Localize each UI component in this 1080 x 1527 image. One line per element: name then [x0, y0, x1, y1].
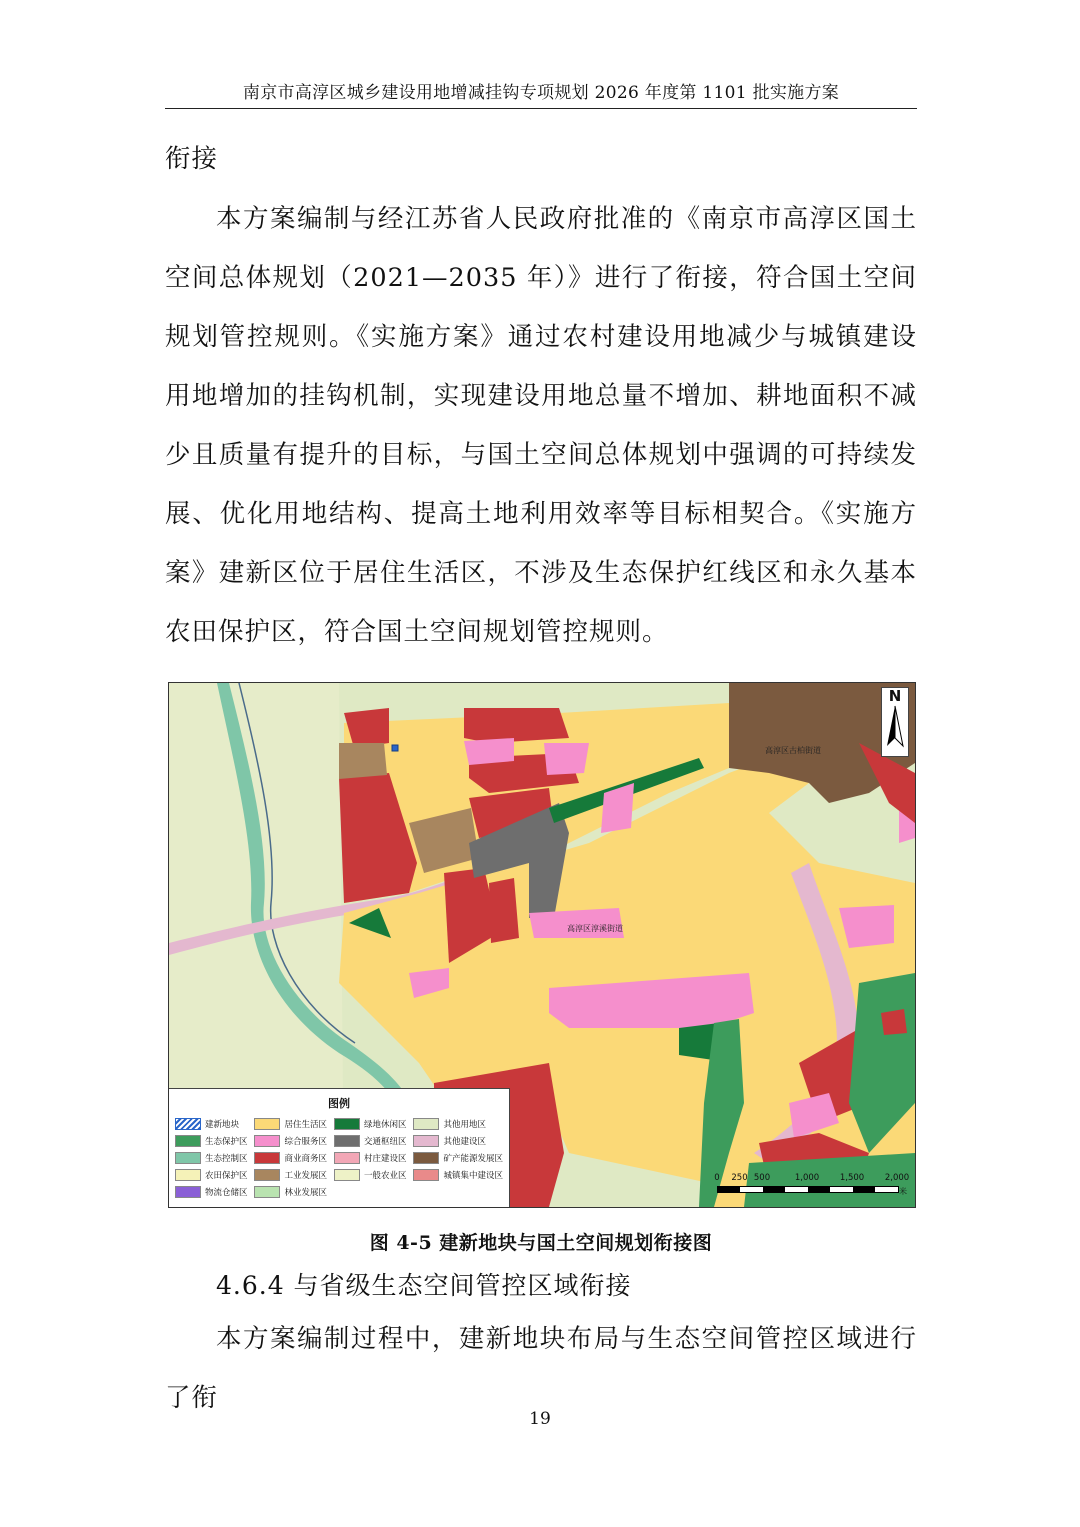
- paragraph-planning-alignment: 本方案编制与经江苏省人民政府批准的《南京市高淳区国土空间总体规划（2021—2035 年）》进行了衔接，符合国土空间规划管控规则。《实施方案》通过农村建设用地减少与城镇建设用地增加的挂钩机制，实现建设用地总量不增加、耕地面积不减少且质量有提升的目标，与国土空间总体规划中强调的可持续发展、优化用地结构、提高土地利用效率等目标相契合。《实施方案》建新区位于居住生活区，不涉及生态保护红线区和永久基本农田保护区，符合国土空间规划管控规则。: [165, 204, 917, 647]
- legend-swatch: [175, 1186, 201, 1198]
- legend-swatch: [254, 1186, 280, 1198]
- legend-item: [254, 1166, 330, 1183]
- legend-swatch: [334, 1169, 360, 1181]
- legend-item: [175, 1115, 250, 1132]
- legend-swatch: [254, 1169, 280, 1181]
- figure-caption: 图 4-5 建新地块与国土空间规划衔接图: [369, 1232, 713, 1254]
- legend-item: [413, 1115, 503, 1132]
- street-label-chunxi: 高淳区淳溪街道: [567, 924, 623, 933]
- legend-label: 绿地休闲区: [363, 1119, 407, 1130]
- section-heading: 4.6.4 与省级生态空间管控区域衔接: [216, 1271, 632, 1300]
- legend-item: [175, 1183, 250, 1200]
- legend-label: 其他用地区: [443, 1119, 486, 1130]
- legend-item: [175, 1149, 250, 1166]
- legend-label: 居住生活区: [284, 1119, 327, 1130]
- legend-label: 生态控制区: [205, 1153, 248, 1164]
- legend-swatch: [334, 1118, 360, 1130]
- legend-swatch: [413, 1135, 439, 1147]
- north-label: N: [888, 687, 902, 705]
- scale-tick-label: 500: [753, 1173, 771, 1183]
- legend-item: [334, 1132, 409, 1149]
- header-rule: [165, 108, 917, 109]
- legend-swatch: [254, 1135, 280, 1147]
- scale-tick-label: 0: [714, 1173, 720, 1183]
- legend-label: 交通枢纽区: [363, 1136, 407, 1147]
- page-number: 19: [529, 1409, 551, 1429]
- legend-swatch: [413, 1152, 439, 1164]
- legend-swatch: [175, 1152, 201, 1164]
- paragraph-ecological-alignment: 本方案编制过程中，建新地块布局与生态空间管控区域进行了衔: [165, 1324, 917, 1413]
- legend-item: [254, 1115, 330, 1132]
- legend-item: [413, 1149, 503, 1166]
- legend-swatch: [175, 1118, 201, 1130]
- legend-label: 矿产能源发展区: [443, 1153, 503, 1164]
- scale-tick-label: 1,500: [839, 1173, 865, 1183]
- legend-label: 城镇集中建设区: [443, 1170, 503, 1181]
- legend-item: [254, 1149, 330, 1166]
- legend-item: [334, 1166, 409, 1183]
- legend-label: 其他建设区: [443, 1136, 486, 1147]
- legend-swatch: [254, 1118, 280, 1130]
- legend-swatch: [413, 1169, 439, 1181]
- legend-swatch: [334, 1152, 360, 1164]
- legend-label: 生态保护区: [205, 1136, 248, 1147]
- scale-bar-graphic: [717, 1186, 899, 1193]
- legend-item: [175, 1132, 250, 1149]
- legend-label: 一般农业区: [363, 1170, 407, 1181]
- map-legend: [169, 1088, 510, 1207]
- legend-label: 农田保护区: [205, 1170, 248, 1181]
- legend-item: [175, 1166, 250, 1183]
- street-label-gubai: 高淳区古柏街道: [765, 746, 821, 755]
- north-arrow-icon: [882, 704, 908, 752]
- legend-item: [254, 1132, 330, 1149]
- scale-tick-label: 250: [731, 1173, 748, 1183]
- legend-label: 物流仓储区: [205, 1187, 248, 1198]
- legend-label: 建新地块: [205, 1119, 240, 1130]
- legend-label: 综合服务区: [284, 1136, 327, 1147]
- legend-item: [413, 1132, 503, 1149]
- legend-swatch: [413, 1118, 439, 1130]
- running-header: 南京市高淳区城乡建设用地增减挂钩专项规划 2026 年度第 1101 批实施方案: [242, 83, 840, 103]
- legend-label: 林业发展区: [284, 1187, 327, 1198]
- legend-grid: [169, 1115, 509, 1200]
- legend-title: 图例: [328, 1097, 350, 1110]
- scale-tick-label: 1,000: [794, 1173, 820, 1183]
- legend-label: 村庄建设区: [363, 1153, 407, 1164]
- legend-item: [254, 1183, 330, 1200]
- scale-bar: [714, 1173, 910, 1199]
- scale-labels: [714, 1173, 910, 1185]
- legend-label: 商业商务区: [284, 1153, 327, 1164]
- legend-swatch: [254, 1152, 280, 1164]
- scale-unit: 米: [899, 1187, 907, 1196]
- legend-swatch: [334, 1135, 360, 1147]
- legend-swatch: [175, 1169, 201, 1181]
- legend-label: 工业发展区: [284, 1170, 327, 1181]
- north-arrow: [881, 687, 909, 757]
- paragraph-continuation: 衔接: [165, 144, 219, 174]
- planning-map-figure: [168, 682, 916, 1208]
- legend-item: [334, 1149, 409, 1166]
- legend-item: [413, 1166, 503, 1183]
- legend-swatch: [175, 1135, 201, 1147]
- legend-item: [334, 1115, 409, 1132]
- scale-tick-label: 2,000: [884, 1173, 910, 1183]
